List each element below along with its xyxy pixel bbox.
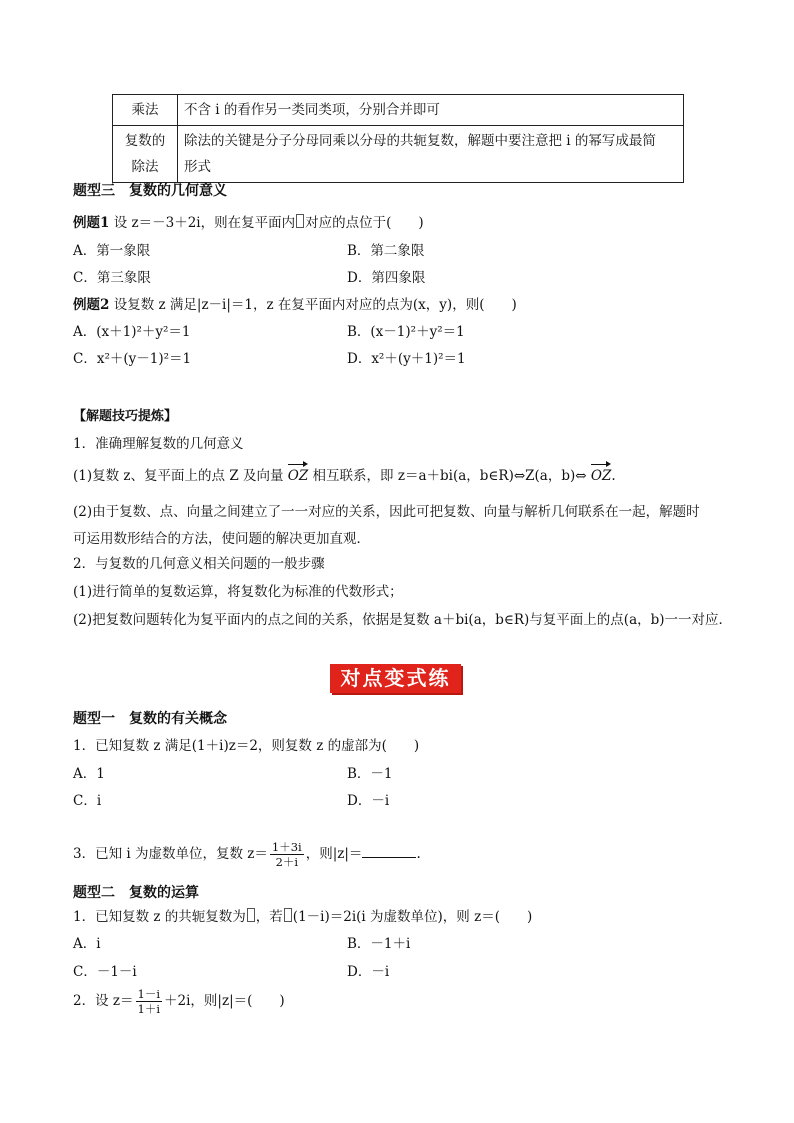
answer-blank[interactable] bbox=[362, 844, 416, 858]
table-cell-desc: 不含 i 的看作另一类同类项，分别合并即可 bbox=[178, 95, 684, 126]
question-1 bbox=[73, 905, 532, 925]
option-b: B．第二象限 bbox=[347, 243, 425, 259]
vector-oz: OZ bbox=[591, 464, 611, 484]
example-1 bbox=[73, 211, 424, 231]
tips-point-1-2-line: (2)由于复数、点、向量之间建立了一一对应的关系，因此可把复数、向量与解析几何联系在一起，解题时 bbox=[73, 504, 700, 520]
tips-point-1: 1．准确理解复数的几何意义 bbox=[73, 436, 244, 452]
fraction-numerator: 1－i bbox=[137, 987, 160, 1001]
question-text: 3．已知 i 为虚数单位，复数 z＝ bbox=[73, 846, 268, 862]
question-text: ，若 bbox=[255, 909, 283, 925]
example-1-label: 例题1 bbox=[73, 215, 110, 231]
tips-point-2: 2．与复数的几何意义相关问题的一般步骤 bbox=[73, 556, 325, 572]
tips-point-2-2: (2)把复数问题转化为复平面内的点之间的关系，依据是复数 a＋bi(a，b∈R)与复平面上的点(a，b)一一对应． bbox=[73, 612, 733, 628]
question-text: (1－i)＝2i(i 为虚数单位)，则 z＝( ) bbox=[292, 909, 533, 925]
option-d: D．－i bbox=[347, 964, 390, 980]
section-heading-type3: 题型三 复数的几何意义 bbox=[73, 183, 227, 199]
table-cell-name bbox=[113, 126, 178, 183]
option-a: A．i bbox=[73, 936, 101, 952]
table-cell-desc-line: 形式 bbox=[184, 159, 211, 175]
fraction-numerator: 1＋3i bbox=[271, 840, 302, 854]
option-c: C．x²＋(y－1)²＝1 bbox=[73, 351, 192, 367]
example-2-text: 设复数 z 满足|z－i|＝1，z 在复平面内对应的点为(x，y)，则( ) bbox=[113, 297, 517, 313]
table-row bbox=[113, 126, 684, 183]
conjugate-placeholder-icon bbox=[296, 214, 304, 228]
table-cell-name-line: 复数的 bbox=[124, 133, 166, 149]
question-text: . bbox=[416, 846, 421, 862]
conjugate-placeholder-icon bbox=[247, 908, 255, 922]
tips-text: 相互联系，即 z＝a＋bi(a，b∈R)⇔Z(a，b)⇔ bbox=[312, 468, 587, 484]
option-d: D．第四象限 bbox=[347, 270, 426, 286]
vector-oz: OZ bbox=[288, 464, 308, 484]
tips-point-1-2-line: 可运用数形结合的方法，使问题的解决更加直观． bbox=[73, 531, 370, 547]
tips-text: (1)复数 z、复平面上的点 Z 及向量 bbox=[73, 468, 284, 484]
option-d: D．－i bbox=[347, 793, 390, 809]
option-b: B．－1＋i bbox=[347, 936, 411, 952]
fraction bbox=[270, 840, 304, 869]
example-2-label: 例题2 bbox=[73, 297, 110, 313]
fraction-denominator: 2＋i bbox=[275, 855, 299, 869]
table-cell-desc bbox=[178, 126, 684, 183]
fraction bbox=[136, 987, 163, 1016]
table-cell-desc-line: 除法的关键是分子分母同乘以分母的共轭复数，解题中要注意把 i 的幂写成最简 bbox=[184, 133, 656, 149]
question-text: ，则|z|＝ bbox=[305, 846, 363, 862]
option-c: C．i bbox=[73, 793, 102, 809]
tips-point-2-1: (1)进行简单的复数运算，将复数化为标准的代数形式； bbox=[73, 584, 403, 600]
example-1-text-pre: 设 z＝－3＋2i，则在复平面内 bbox=[113, 215, 296, 231]
tips-text: . bbox=[611, 468, 616, 484]
conjugate-placeholder-icon bbox=[284, 908, 292, 922]
option-d: D．x²＋(y＋1)²＝1 bbox=[347, 351, 466, 367]
question-text: 1．已知复数 z 的共轭复数为 bbox=[73, 909, 246, 925]
option-b: B．(x－1)²＋y²＝1 bbox=[347, 324, 465, 340]
fraction-denominator: 1＋i bbox=[137, 1002, 160, 1016]
option-c: C．第三象限 bbox=[73, 270, 151, 286]
practice-banner: 对点变式练 bbox=[330, 664, 461, 693]
option-b: B．－1 bbox=[347, 766, 393, 782]
section-heading-type1: 题型一 复数的有关概念 bbox=[73, 711, 227, 727]
methods-table bbox=[112, 94, 684, 183]
option-a: A．第一象限 bbox=[73, 243, 151, 259]
table-cell-name: 乘法 bbox=[113, 95, 178, 126]
question-3 bbox=[73, 840, 421, 869]
tips-title: 【解题技巧提炼】 bbox=[73, 409, 178, 424]
example-1-text-post: 对应的点位于( ) bbox=[305, 215, 424, 231]
option-c: C．－1－i bbox=[73, 964, 137, 980]
table-row bbox=[113, 95, 684, 126]
option-a: A．(x＋1)²＋y²＝1 bbox=[73, 324, 191, 340]
question-1: 1．已知复数 z 满足(1＋i)z＝2，则复数 z 的虚部为( ) bbox=[73, 738, 420, 754]
example-2 bbox=[73, 293, 517, 313]
table-cell-name-line: 除法 bbox=[131, 159, 159, 175]
option-a: A．1 bbox=[73, 766, 105, 782]
tips-point-1-1 bbox=[73, 464, 616, 484]
question-2 bbox=[73, 987, 285, 1016]
question-text: 2．设 z＝ bbox=[73, 993, 134, 1009]
question-text: ＋2i，则|z|＝( ) bbox=[164, 993, 285, 1009]
section-heading-type2: 题型二 复数的运算 bbox=[73, 885, 199, 901]
